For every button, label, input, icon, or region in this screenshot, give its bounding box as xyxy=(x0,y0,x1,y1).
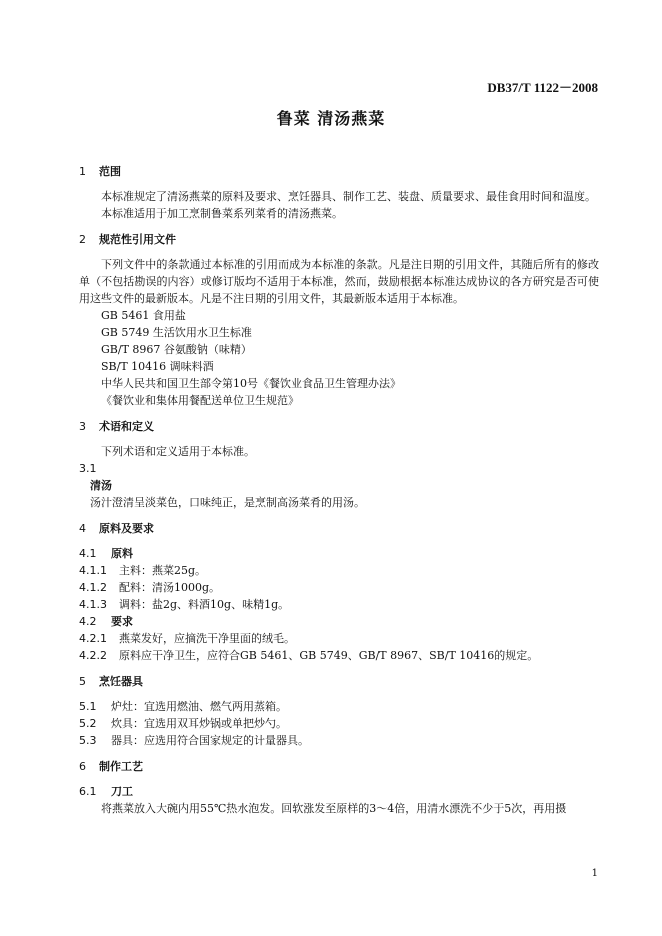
term-name: 清汤 xyxy=(90,479,112,492)
reference-item: SB/T 10416 调味料酒 xyxy=(101,360,214,373)
subsection-heading xyxy=(79,783,599,800)
document-title: 鲁菜 清汤燕菜 xyxy=(276,109,386,128)
list-item: 5.2 炊具：宜选用双耳炒锅或单把炒勺。 xyxy=(79,717,287,730)
list-item: 4.2.1 燕菜发好，应摘洗干净里面的绒毛。 xyxy=(79,632,295,645)
list-item: 4.1.1 主料：燕菜25g。 xyxy=(79,564,207,577)
standard-code: DB37/T 1122－2008 xyxy=(487,80,598,95)
subsection-heading xyxy=(79,613,599,630)
reference-item: GB 5749 生活饮用水卫生标准 xyxy=(101,326,252,339)
list-item: 4.1.2 配料：清汤1000g。 xyxy=(79,581,221,594)
reference-item: 《餐饮业和集体用餐配送单位卫生规范》 xyxy=(101,394,299,407)
document-body xyxy=(79,163,599,817)
section-number: 4 xyxy=(79,522,86,535)
page-number: 1 xyxy=(591,868,598,879)
section-title: 烹饪器具 xyxy=(99,675,143,688)
section-5-heading xyxy=(79,673,599,690)
section-6-heading xyxy=(79,758,599,775)
section-number: 5 xyxy=(79,675,86,688)
section-title: 规范性引用文件 xyxy=(99,233,176,246)
section-title: 术语和定义 xyxy=(99,420,154,433)
subsection-heading xyxy=(79,545,599,562)
subsection-title: 刀工 xyxy=(111,785,133,798)
section-title: 原料及要求 xyxy=(99,522,154,535)
section-4-heading xyxy=(79,520,599,537)
list-item: 5.3 器具：应选用符合国家规定的计量器具。 xyxy=(79,734,309,747)
subsection-title: 原料 xyxy=(111,547,133,560)
subsection-title: 要求 xyxy=(111,615,133,628)
section-1-heading xyxy=(79,163,599,180)
section-number: 6 xyxy=(79,760,86,773)
paragraph: 将燕菜放入大碗内用55℃热水泡发。回软涨发至原样的3～4倍，用清水漂洗不少于5次，再用摄 xyxy=(101,802,567,815)
list-item: 5.1 炉灶：宜选用燃油、燃气两用蒸箱。 xyxy=(79,700,287,713)
paragraph: 本标准适用于加工烹制鲁菜系列菜肴的清汤燕菜。 xyxy=(101,207,343,220)
section-title: 制作工艺 xyxy=(99,760,143,773)
term-number: 3.1 xyxy=(79,462,97,475)
section-number: 1 xyxy=(79,165,86,178)
paragraph: 下列术语和定义适用于本标准。 xyxy=(101,445,255,458)
list-item: 4.2.2 原料应干净卫生，应符合GB 5461、GB 5749、GB/T 8967、SB/T 10416的规定。 xyxy=(79,649,539,662)
paragraph: 下列文件中的条款通过本标准的引用而成为本标准的条款。凡是注日期的引用文件，其随后所有的修改单（不包括勘误的内容）或修订版均不适用于本标准，然而，鼓励根据本标准达成协议的各方研究是否可使用这些文件的最新版本。凡是不注日期的引用文件，其最新版本适用于本标准。 xyxy=(79,258,599,305)
section-2-heading xyxy=(79,231,599,248)
term-definition: 汤汁澄清呈淡菜色，口味纯正，是烹制高汤菜肴的用汤。 xyxy=(90,496,365,509)
reference-item: GB/T 8967 谷氨酸钠（味精） xyxy=(101,343,252,356)
reference-item: GB 5461 食用盐 xyxy=(101,309,186,322)
reference-item: 中华人民共和国卫生部令第10号《餐饮业食品卫生管理办法》 xyxy=(101,377,401,390)
subsection-number: 4.1 xyxy=(79,547,97,560)
subsection-number: 6.1 xyxy=(79,785,97,798)
paragraph: 本标准规定了清汤燕菜的原料及要求、烹饪器具、制作工艺、装盘、质量要求、最佳食用时间和温度。 xyxy=(101,190,596,203)
section-title: 范围 xyxy=(99,165,121,178)
section-number: 3 xyxy=(79,420,86,433)
section-3-heading xyxy=(79,418,599,435)
subsection-number: 4.2 xyxy=(79,615,97,628)
section-number: 2 xyxy=(79,233,86,246)
list-item: 4.1.3 调料：盐2g、料酒10g、味精1g。 xyxy=(79,598,290,611)
